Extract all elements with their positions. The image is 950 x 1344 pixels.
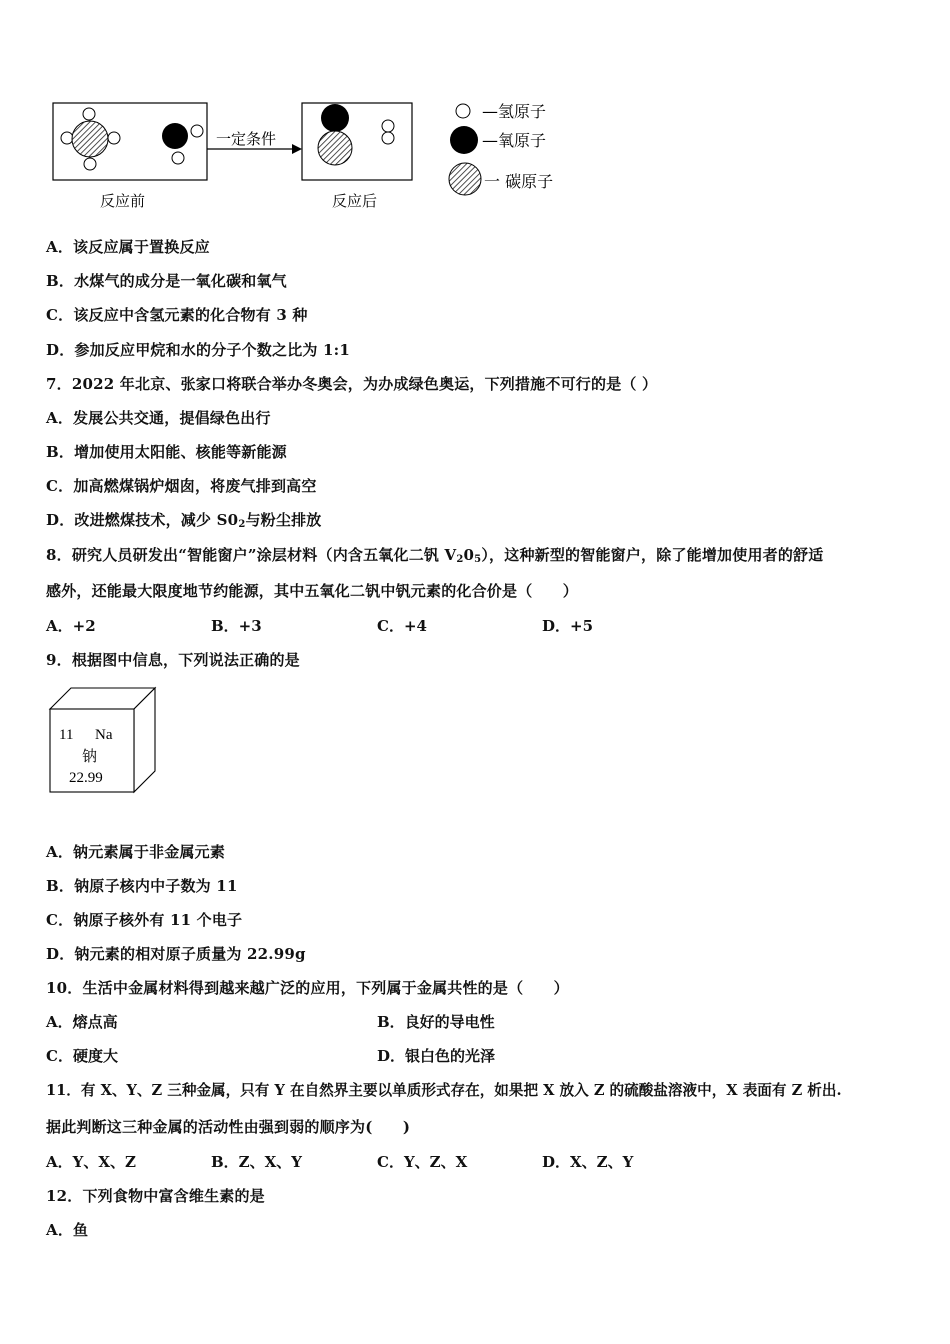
- legend-carbon-icon: [449, 163, 481, 195]
- reaction-diagram: [40, 92, 580, 217]
- q8-subscript-1: 2: [456, 554, 464, 565]
- hydrogen-atom-icon: [61, 132, 73, 144]
- hydrogen-atom-icon: [108, 132, 120, 144]
- q12-stem: 12．下列食物中富含维生素的是: [46, 1187, 265, 1205]
- q11-option-c: C．Y、Z、X: [377, 1153, 468, 1171]
- q9-stem: 9．根据图中信息，下列说法正确的是: [46, 651, 300, 669]
- after-box: [302, 103, 412, 180]
- q7-option-c: C．加高燃煤锅炉烟囱，将废气排到高空: [46, 477, 317, 495]
- element-name: 钠: [82, 747, 98, 765]
- q8-stem-tail: ），这种新型的智能窗户，除了能增加使用者的舒适: [481, 546, 824, 564]
- q8-stem-line1: [46, 544, 823, 565]
- q11-option-a: A．Y、X、Z: [46, 1153, 136, 1171]
- hydrogen-atom-icon: [84, 158, 96, 170]
- q10-option-d: D．银白色的光泽: [377, 1047, 496, 1065]
- q6-option-d: D．参加反应甲烷和水的分子个数之比为 1:1: [46, 341, 351, 359]
- legend-oxygen-label: —氧原子: [482, 131, 547, 150]
- q12-option-a: A．鱼: [46, 1221, 89, 1239]
- q11-option-b: B．Z、X、Y: [211, 1153, 302, 1171]
- q7-d-text-tail: 与粉尘排放: [245, 511, 322, 529]
- element-mass: 22.99: [69, 770, 103, 786]
- q11-option-d: D．X、Z、Y: [542, 1153, 634, 1171]
- q7-option-d: [46, 509, 322, 530]
- q6-option-b: B．水煤气的成分是一氧化碳和氧气: [46, 272, 287, 290]
- element-number: 11: [59, 727, 74, 743]
- sodium-element-card: [40, 685, 160, 800]
- q7-d-text: D．改进燃煤技术，减少 S0: [46, 511, 239, 529]
- hydrogen-atom-icon: [382, 120, 394, 132]
- arrow-label: 一定条件: [216, 130, 277, 148]
- carbon-atom-icon: [318, 131, 352, 165]
- hydrogen-atom-icon: [83, 108, 95, 120]
- legend-hydrogen-icon: [456, 104, 470, 118]
- q7-stem: 7．2022 年北京、张家口将联合举办冬奥会，为办成绿色奥运，下列措施不可行的是（ ）: [46, 375, 658, 393]
- before-label: 反应前: [100, 192, 146, 210]
- q9-option-d: D．钠元素的相对原子质量为 22.99g: [46, 945, 306, 963]
- q8-stem-line2: 感外，还能最大限度地节约能源，其中五氧化二钒中钒元素的化合价是（ ）: [46, 582, 579, 600]
- q11-stem-line2: 据此判断这三种金属的活动性由强到弱的顺序为( ): [46, 1118, 411, 1136]
- q7-option-a: A．发展公共交通，提倡绿色出行: [46, 409, 271, 427]
- q9-option-c: C．钠原子核外有 11 个电子: [46, 911, 243, 929]
- q9-option-b: B．钠原子核内中子数为 11: [46, 877, 238, 895]
- q8-stem-oxygen: 0: [463, 546, 475, 564]
- q7-d-subscript: 2: [238, 519, 246, 530]
- q11-stem-line1: 11．有 X、Y、Z 三种金属，只有 Y 在自然界主要以单质形式存在，如果把 X 放入 Z 的硫酸盐溶液中，X 表面有 Z 析出.: [46, 1082, 842, 1099]
- carbon-atom-icon: [72, 121, 108, 157]
- q8-subscript-2: 5: [474, 554, 482, 565]
- q8-option-c: C．+4: [377, 617, 427, 635]
- q6-option-a: A．该反应属于置换反应: [46, 238, 210, 256]
- after-label: 反应后: [332, 192, 378, 210]
- hydrogen-atom-icon: [382, 132, 394, 144]
- q8-option-d: D．+5: [542, 617, 594, 635]
- hydrogen-atom-icon: [172, 152, 184, 164]
- q8-stem-text: 8．研究人员研发出“智能窗户”涂层材料（内含五氧化二钒 V: [46, 546, 457, 564]
- oxygen-atom-icon: [162, 123, 188, 149]
- q9-option-a: A．钠元素属于非金属元素: [46, 843, 226, 861]
- q6-option-c: C．该反应中含氢元素的化合物有 3 种: [46, 306, 308, 324]
- q7-option-b: B．增加使用太阳能、核能等新能源: [46, 443, 287, 461]
- hydrogen-atom-icon: [191, 125, 203, 137]
- q10-option-a: A．熔点高: [46, 1013, 118, 1031]
- q8-option-a: A．+2: [46, 617, 96, 635]
- q10-option-c: C．硬度大: [46, 1047, 118, 1065]
- q10-option-b: B．良好的导电性: [377, 1013, 495, 1031]
- element-symbol: Na: [95, 727, 113, 743]
- oxygen-atom-icon: [321, 104, 349, 132]
- legend-carbon-label: 一 碳原子: [484, 172, 554, 191]
- q8-option-b: B．+3: [211, 617, 262, 635]
- arrow-icon: [292, 144, 302, 154]
- legend-oxygen-icon: [450, 126, 478, 154]
- q10-stem: 10．生活中金属材料得到越来越广泛的应用，下列属于金属共性的是（ ）: [46, 979, 569, 997]
- legend-hydrogen-label: —氢原子: [482, 102, 547, 121]
